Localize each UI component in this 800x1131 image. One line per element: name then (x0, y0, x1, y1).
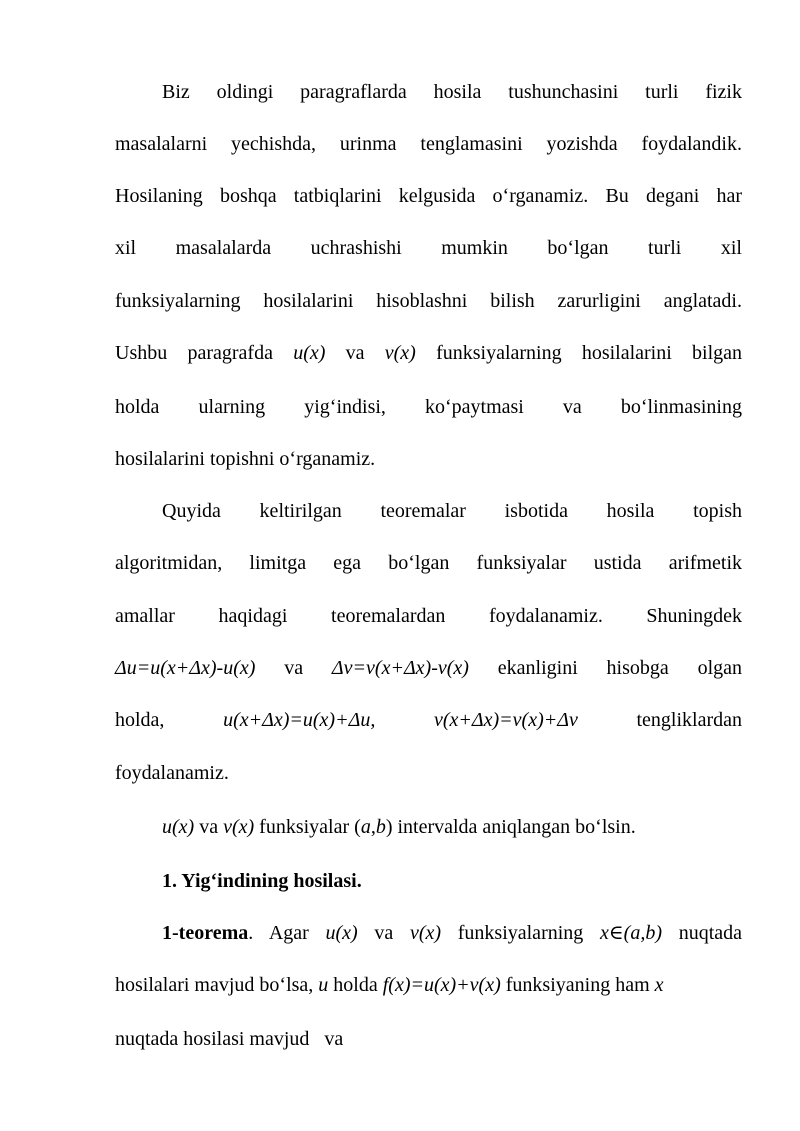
p2-line-1: Quyida keltirilgan teoremalar isbotida hosila topish (162, 500, 742, 522)
p2-line-4: Δu=u(x+Δx)-u(x) va Δv=v(x+Δx)-v(x) ekanligini hisobga olgan (115, 657, 743, 679)
p1-line-1: Biz oldingi paragraflarda hosila tushunchasini turli fizik (162, 81, 742, 103)
p1-line-4: xil masalalarda uchrashishi mumkin bo‘lgan turli xil (115, 237, 742, 259)
p3-line: u(x) va v(x) funksiyalar (a,b) intervalda aniqlangan bo‘lsin. (162, 816, 636, 838)
section-heading: 1. Yig‘indining hosilasi. (162, 870, 362, 892)
theorem-line-2: hosilalari mavjud bo‘lsa, u holda f(x)=u(x)+v(x) funksiyaning ham x (115, 974, 664, 996)
p2-line-2: algoritmidan, limitga ega bo‘lgan funksiyalar ustida arifmetik (115, 552, 742, 574)
p1-line-7: holda ularning yig‘indisi, ko‘paytmasi va bo‘linmasining (115, 396, 742, 418)
p2-line-3: amallar haqidagi teoremalardan foydalanamiz. Shuningdek (115, 605, 742, 627)
p1-line-5: funksiyalarning hosilalarini hisoblashni bilish zarurligini anglatadi. (115, 290, 742, 312)
p1-line-2: masalalarni yechishda, urinma tenglamasini yozishda foydalandik. (115, 133, 742, 155)
theorem-line-3: nuqtada hosilasi mavjud va (115, 1028, 344, 1050)
p1-line-6: Ushbu paragrafda u(x) va v(x) funksiyalarning hosilalarini bilgan (115, 342, 743, 364)
theorem-line-1: 1-teorema. Agar u(x) va v(x) funksiyalarning x∈(a,b) nuqtada (162, 922, 743, 944)
p2-line-5: holda, u(x+Δx)=u(x)+Δu, v(x+Δx)=v(x)+Δv tengliklardan (115, 709, 743, 731)
p1-line-3: Hosilaning boshqa tatbiqlarini kelgusida o‘rganamiz. Bu degani har (115, 185, 742, 207)
p1-line-8: hosilalarini topishni o‘rganamiz. (115, 448, 376, 470)
p2-line-6: foydalanamiz. (115, 762, 229, 784)
